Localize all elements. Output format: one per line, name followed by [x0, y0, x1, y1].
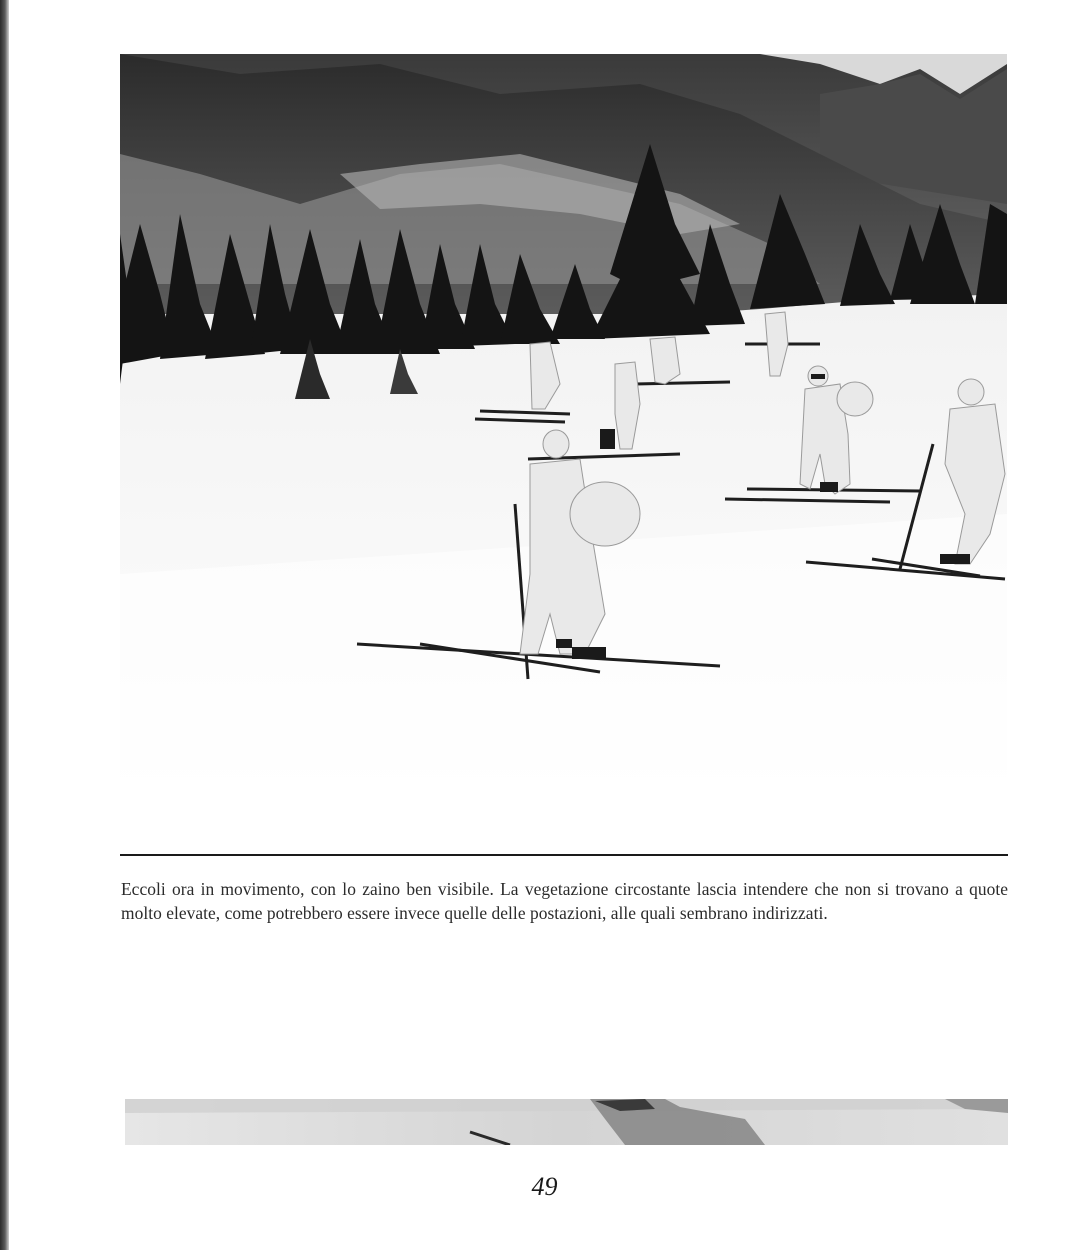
caption-text: Eccoli ora in movimento, con lo zaino ben visibile. La vegetazione circostante lascia intendere che non si trovano a quote molto elevate, come potrebbero essere invece quelle delle postazioni, alle quali sembrano indirizzati.	[121, 879, 1008, 923]
next-photograph-strip	[125, 1099, 1008, 1145]
book-spine-edge	[0, 0, 9, 1250]
page-number: 49	[531, 1172, 558, 1201]
photo-caption	[121, 877, 1008, 925]
main-photograph	[120, 54, 1007, 830]
caption-rule	[120, 854, 1008, 856]
